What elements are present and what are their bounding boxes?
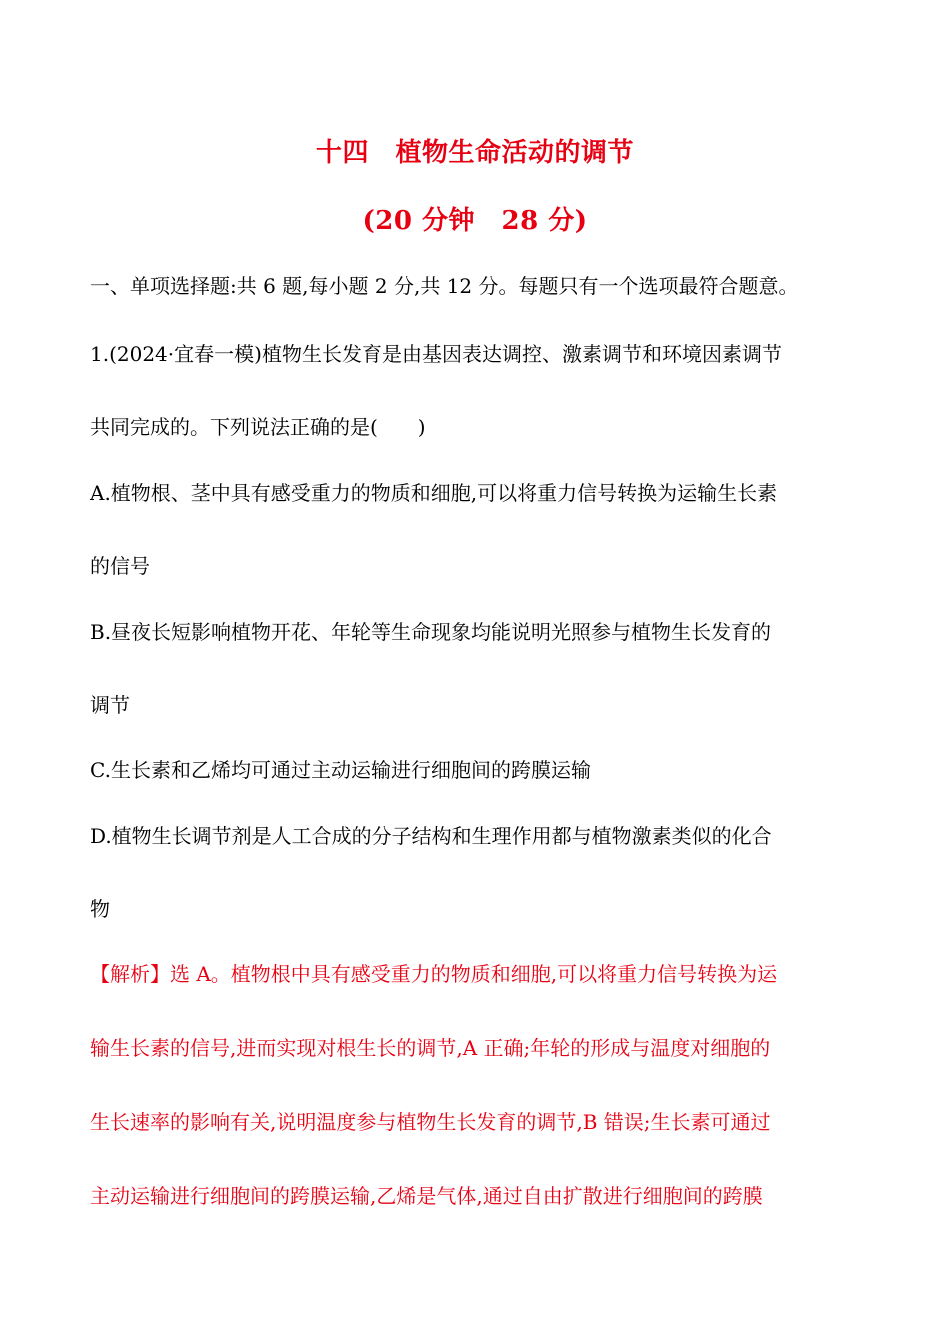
question-stem-line-1: 1.(2024·宜春一模)植物生长发育是由基因表达调控、激素调节和环境因素调节 — [90, 342, 782, 366]
option-a-line-1: A.植物根、茎中具有感受重力的物质和细胞,可以将重力信号转换为运输生长素 — [90, 481, 778, 505]
option-c-line-1: C.生长素和乙烯均可通过主动运输进行细胞间的跨膜运输 — [90, 758, 591, 782]
page-title: 十四 植物生命活动的调节 — [315, 138, 634, 168]
option-d-line-1: D.植物生长调节剂是人工合成的分子结构和生理作用都与植物激素类似的化合 — [90, 824, 772, 848]
option-b-line-2: 调节 — [90, 693, 130, 717]
option-a-line-2: 的信号 — [90, 554, 150, 578]
question-stem-line-2: 共同完成的。下列说法正确的是( ) — [90, 415, 426, 439]
analysis-line-3: 生长速率的影响有关,说明温度参与植物生长发育的调节,B 错误;生长素可通过 — [90, 1110, 771, 1134]
analysis-line-1: 【解析】选 A。植物根中具有感受重力的物质和细胞,可以将重力信号转换为运 — [90, 962, 778, 986]
option-b-line-1: B.昼夜长短影响植物开花、年轮等生命现象均能说明光照参与植物生长发育的 — [90, 620, 772, 644]
page-subtitle: (20 分钟 28 分) — [362, 206, 588, 236]
analysis-line-2: 输生长素的信号,进而实现对根生长的调节,A 正确;年轮的形成与温度对细胞的 — [90, 1036, 771, 1060]
analysis-line-4: 主动运输进行细胞间的跨膜运输,乙烯是气体,通过自由扩散进行细胞间的跨膜 — [90, 1184, 763, 1208]
option-d-line-2: 物 — [90, 897, 110, 921]
section-heading: 一、单项选择题:共 6 题,每小题 2 分,共 12 分。每题只有一个选项最符合题意。 — [90, 274, 799, 298]
